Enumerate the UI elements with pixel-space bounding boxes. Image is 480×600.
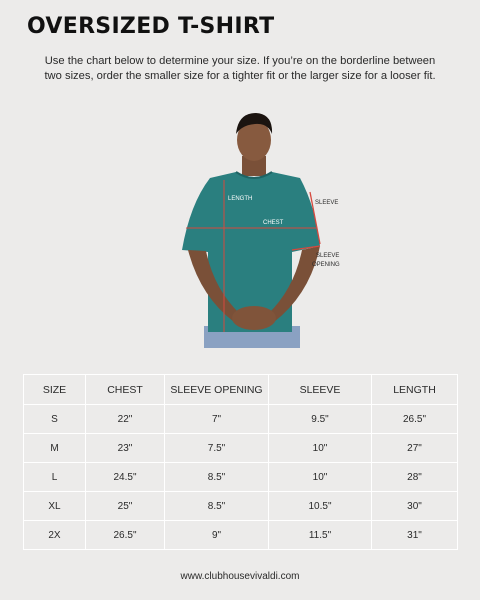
cell-length: 28" (372, 463, 458, 492)
model-photo (170, 104, 340, 348)
sleeve-opening-label-line1: SLEEVE (316, 253, 340, 259)
cell-sleeve: 10" (269, 463, 372, 492)
cell-size: L (24, 463, 86, 492)
cell-sleeve-opening: 8.5" (165, 492, 269, 521)
clasped-hands (232, 306, 276, 330)
page-title: OVERSIZED T-SHIRT (27, 14, 275, 39)
column-header-chest: CHEST (86, 375, 165, 405)
column-header-size: SIZE (24, 375, 86, 405)
table-row (24, 405, 458, 434)
size-chart-table (23, 374, 458, 550)
cell-sleeve-opening: 7" (165, 405, 269, 434)
cell-sleeve-opening: 9" (165, 521, 269, 550)
cell-chest: 23" (86, 434, 165, 463)
sleeve-label: SLEEVE (315, 200, 339, 206)
cell-size: M (24, 434, 86, 463)
table-header-row (24, 375, 458, 405)
cell-sleeve: 10.5" (269, 492, 372, 521)
cell-size: XL (24, 492, 86, 521)
table-row (24, 463, 458, 492)
cell-sleeve: 10" (269, 434, 372, 463)
cell-chest: 22" (86, 405, 165, 434)
cell-sleeve-opening: 8.5" (165, 463, 269, 492)
cell-size: 2X (24, 521, 86, 550)
length-label: LENGTH (228, 196, 253, 202)
table-row (24, 434, 458, 463)
column-header-sleeve: SLEEVE (269, 375, 372, 405)
cell-sleeve-opening: 7.5" (165, 434, 269, 463)
cell-chest: 26.5" (86, 521, 165, 550)
column-header-length: LENGTH (372, 375, 458, 405)
cell-chest: 25" (86, 492, 165, 521)
table-row (24, 521, 458, 550)
cell-length: 27" (372, 434, 458, 463)
column-header-sleeve-opening: SLEEVE OPENING (165, 375, 269, 405)
cell-sleeve: 9.5" (269, 405, 372, 434)
cell-sleeve: 11.5" (269, 521, 372, 550)
cell-length: 26.5" (372, 405, 458, 434)
website-url[interactable]: www.clubhousevivaldi.com (180, 571, 300, 582)
cell-size: S (24, 405, 86, 434)
intro-text: Use the chart below to determine your size. If you’re on the borderline between two sizes, order the smaller size for a tighter fit or the larger size for a looser fit. (44, 55, 436, 82)
sleeve-opening-label-line2: OPENING (312, 262, 340, 268)
chest-label: CHEST (263, 220, 284, 226)
table-row (24, 492, 458, 521)
cell-length: 31" (372, 521, 458, 550)
cell-chest: 24.5" (86, 463, 165, 492)
cell-length: 30" (372, 492, 458, 521)
